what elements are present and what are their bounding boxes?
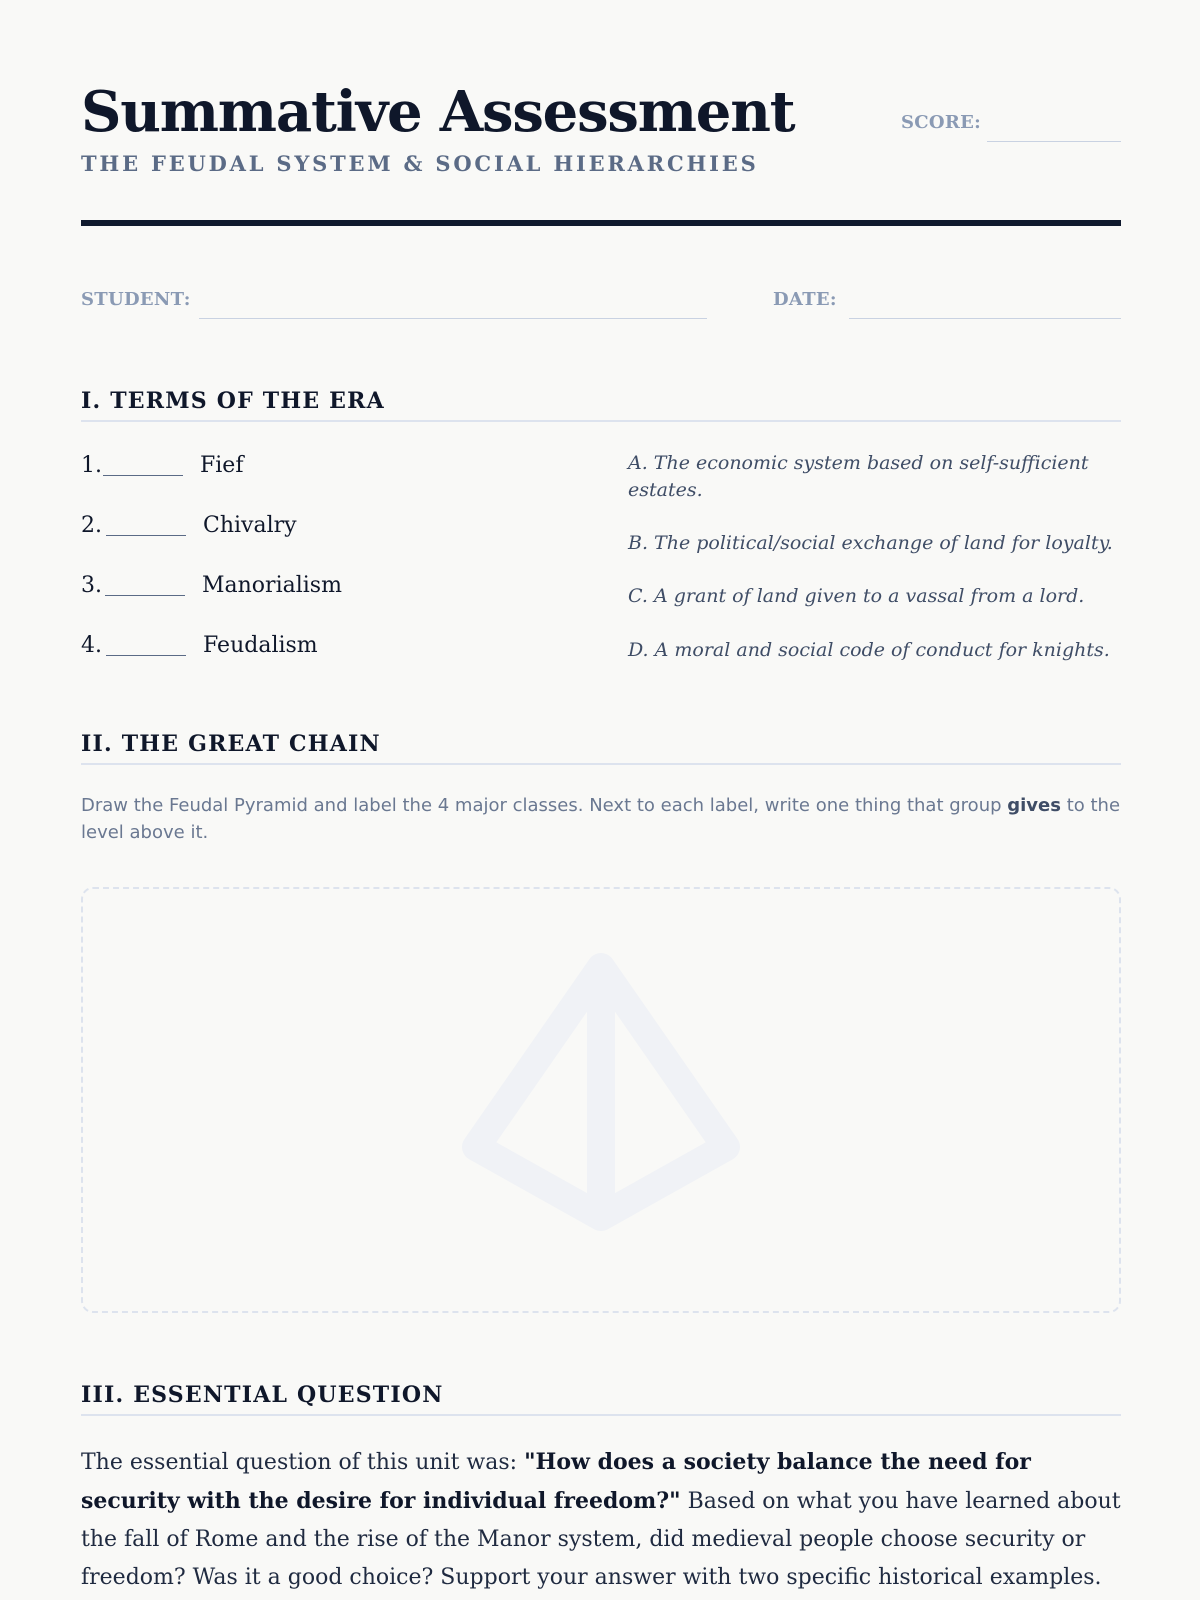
term-answer-blank[interactable] — [106, 535, 186, 536]
definition-a: A. The economic system based on self-sufficient estates. — [628, 452, 1089, 501]
date-field[interactable] — [849, 318, 1121, 319]
term-answer-blank[interactable] — [103, 475, 183, 476]
page-subtitle: THE FEUDAL SYSTEM & SOCIAL HIERARCHIES — [81, 151, 759, 176]
score-label: SCORE: — [901, 112, 982, 133]
instructions-text: Draw the Feudal Pyramid and label the 4 major classes. Next to each label, write one thing that group — [81, 795, 1008, 816]
date-label: DATE: — [773, 289, 837, 310]
drawing-instructions — [81, 792, 1121, 846]
term-number: 1. — [81, 453, 102, 478]
instructions-emphasis: gives — [1007, 795, 1061, 816]
definition-b: B. The political/social exchange of land for loyalty. — [628, 532, 1113, 554]
score-field[interactable] — [987, 141, 1121, 142]
assessment-page — [81, 0, 1121, 1600]
section-terms-heading: I. TERMS OF THE ERA — [81, 388, 1121, 422]
section-chain-heading: II. THE GREAT CHAIN — [81, 731, 1121, 765]
student-field[interactable] — [199, 318, 707, 319]
essential-question: "How does a society balance the need for security with the desire for individual freedom?" — [81, 1449, 1031, 1514]
question-prompt: Based on what you have learned about the fall of Rome and the rise of the Manor system, did medieval people choose security or freedom? Was it a good choice? Support your answer with two specific historical examples. — [81, 1489, 1121, 1590]
term-answer-blank[interactable] — [106, 655, 186, 656]
title-divider — [81, 220, 1121, 226]
student-label: STUDENT: — [81, 289, 191, 310]
term-word: Manorialism — [202, 573, 342, 598]
pyramid-icon — [456, 945, 746, 1245]
term-word: Chivalry — [203, 513, 297, 538]
term-answer-blank[interactable] — [105, 595, 185, 596]
drawing-area[interactable] — [81, 887, 1121, 1313]
section-question-heading: III. ESSENTIAL QUESTION — [81, 1382, 1121, 1416]
term-number: 4. — [81, 633, 102, 658]
definition-c: C. A grant of land given to a vassal from a lord. — [628, 585, 1085, 607]
term-number: 3. — [81, 573, 102, 598]
term-word: Feudalism — [203, 633, 318, 658]
question-intro: The essential question of this unit was: — [81, 1450, 525, 1475]
term-word: Fief — [200, 453, 244, 478]
instructions-text-end: to the level above it. — [81, 795, 1121, 843]
essential-question-prompt — [81, 1443, 1121, 1597]
term-number: 2. — [81, 513, 102, 538]
definition-d: D. A moral and social code of conduct for knights. — [628, 639, 1110, 661]
page-title: Summative Assessment — [81, 79, 795, 145]
